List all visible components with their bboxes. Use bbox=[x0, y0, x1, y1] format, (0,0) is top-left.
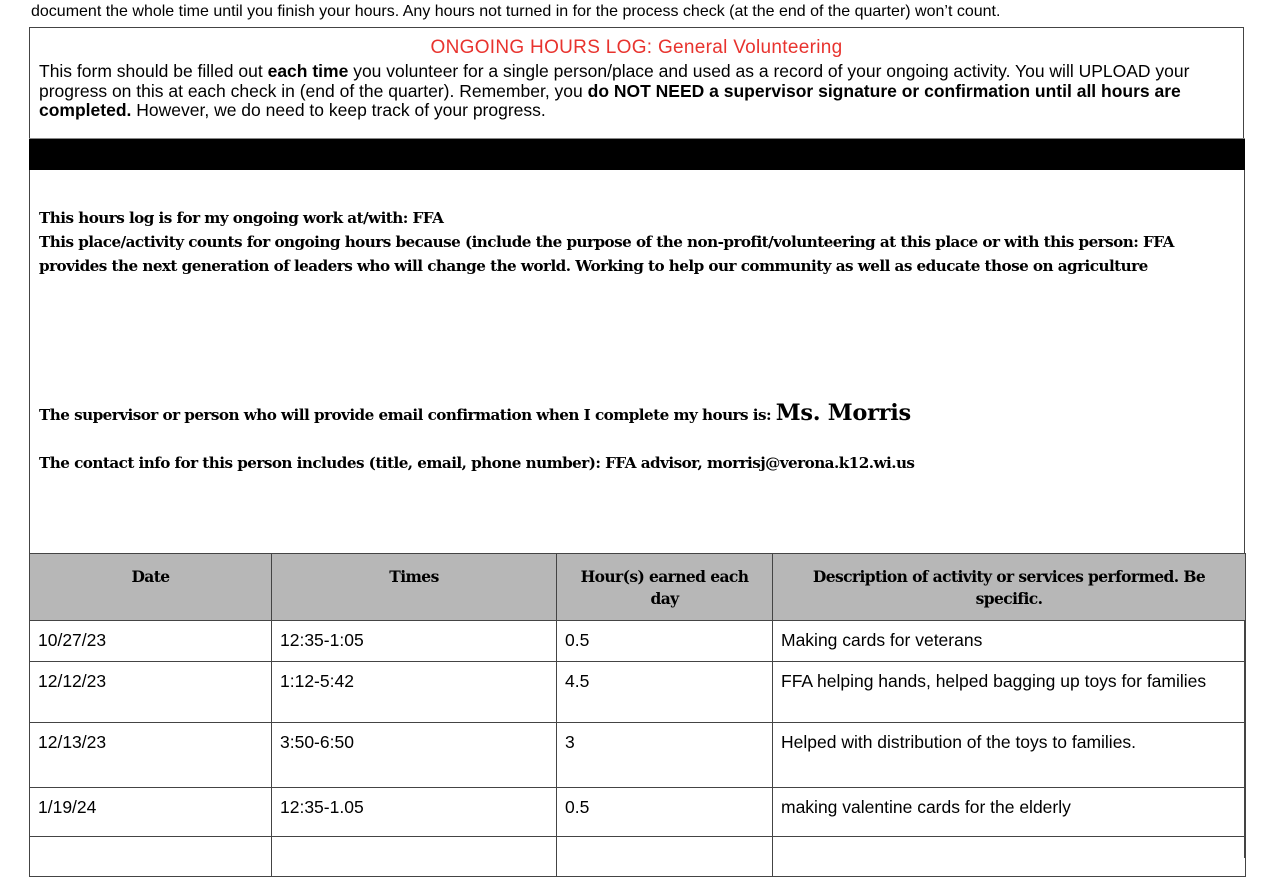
cell-date[interactable]: 1/19/24 bbox=[30, 788, 272, 837]
header-date: Date bbox=[30, 554, 272, 621]
cell-date[interactable]: 12/12/23 bbox=[30, 662, 272, 723]
form-header-box bbox=[29, 27, 1244, 138]
cell-times[interactable]: 1:12-5:42 bbox=[272, 662, 557, 723]
organization-details[interactable] bbox=[39, 206, 1224, 278]
header-times: Times bbox=[272, 554, 557, 621]
header-description: Description of activity or services performed. Be specific. bbox=[773, 554, 1246, 621]
form-instructions bbox=[39, 62, 1231, 121]
purpose-line[interactable]: This place/activity counts for ongoing hours because (include the purpose of the non-profit/volunteering at this place or with this person: FFA provides the next generation of leaders who will change the world. Working to help our community as well as educate those on agriculture bbox=[39, 233, 1174, 275]
instructions-emphasis: each time bbox=[267, 61, 349, 81]
contact-line[interactable]: The contact info for this person includes (title, email, phone number): FFA advisor, morrisj@verona.k12.wi.us bbox=[39, 454, 915, 472]
instructions-emphasis: do NOT NEED a supervisor signature or confirmation until all hours are completed. bbox=[39, 80, 1181, 120]
form-title: ONGOING HOURS LOG: General Volunteering bbox=[430, 37, 843, 58]
table-row bbox=[30, 662, 1246, 723]
cell-description[interactable]: making valentine cards for the elderly bbox=[773, 788, 1246, 837]
cell-description[interactable]: Helped with distribution of the toys to families. bbox=[773, 723, 1246, 788]
cell-times[interactable]: 12:35-1:05 bbox=[272, 621, 557, 662]
table-header-row bbox=[30, 554, 1246, 621]
cell-hours[interactable]: 4.5 bbox=[557, 662, 773, 723]
cell-description[interactable]: Making cards for veterans bbox=[773, 621, 1246, 662]
cell-description[interactable]: FFA helping hands, helped bagging up toys for families bbox=[773, 662, 1246, 723]
hours-log-table bbox=[29, 553, 1246, 877]
cell-times[interactable] bbox=[272, 837, 557, 877]
cell-times[interactable]: 12:35-1.05 bbox=[272, 788, 557, 837]
cell-date[interactable] bbox=[30, 837, 272, 877]
supervisor-label: The supervisor or person who will provide email confirmation when I complete my hours is: bbox=[39, 406, 776, 424]
cell-hours[interactable] bbox=[557, 837, 773, 877]
cell-hours[interactable]: 0.5 bbox=[557, 621, 773, 662]
table-row bbox=[30, 788, 1246, 837]
table-row bbox=[30, 837, 1246, 877]
cell-hours[interactable]: 0.5 bbox=[557, 788, 773, 837]
cell-date[interactable]: 10/27/23 bbox=[30, 621, 272, 662]
instructions-text: This form should be filled out bbox=[39, 61, 268, 81]
cell-hours[interactable]: 3 bbox=[557, 723, 773, 788]
cell-date[interactable]: 12/13/23 bbox=[30, 723, 272, 788]
instructions-text: However, we do need to keep track of your progress. bbox=[131, 100, 546, 120]
supervisor-name[interactable]: Ms. Morris bbox=[775, 400, 911, 426]
table-row bbox=[30, 621, 1246, 662]
supervisor-line[interactable] bbox=[39, 398, 911, 430]
header-hours: Hour(s) earned each day bbox=[557, 554, 773, 621]
intro-text: document the whole time until you finish your hours. Any hours not turned in for the process check (at the end of the quarter) won’t count. bbox=[31, 3, 1001, 20]
work-at-line[interactable]: This hours log is for my ongoing work at/with: FFA bbox=[39, 209, 444, 227]
table-row bbox=[30, 723, 1246, 788]
section-divider-bar bbox=[29, 138, 1245, 170]
cell-times[interactable]: 3:50-6:50 bbox=[272, 723, 557, 788]
instructions-text: you volunteer for a single person/place and used as a record of your ongoing activity. You will UPLOAD your progress on this at each check in (end of the quarter). Remember, you bbox=[39, 61, 1190, 101]
cell-description[interactable] bbox=[773, 837, 1246, 877]
